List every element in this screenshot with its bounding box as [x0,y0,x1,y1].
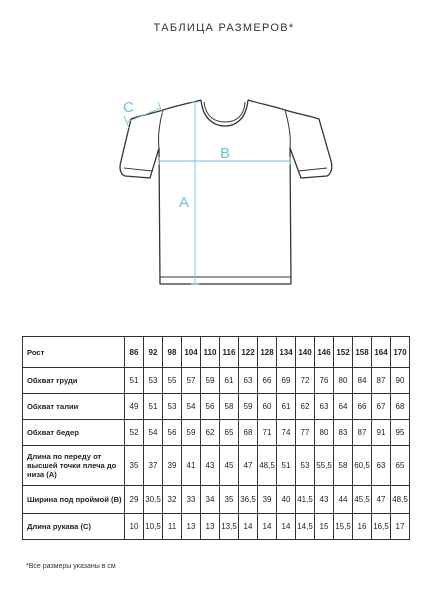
table-cell: 29 [125,486,144,514]
tshirt-armhole-right [285,110,290,148]
table-cell: 51 [144,394,163,420]
table-header-size: 134 [277,337,296,368]
table-row [23,368,410,394]
table-header-size: 170 [391,337,410,368]
footnote: *Все размеры указаны в см [26,563,116,570]
table-cell: 34 [201,486,220,514]
table-cell: 14,5 [296,514,315,540]
table-cell: 65 [220,420,239,446]
table-row-label: Обхват груди [23,368,125,394]
table-cell: 53 [163,394,182,420]
table-cell: 54 [182,394,201,420]
tshirt-diagram [105,86,335,292]
table-row [23,394,410,420]
table-cell: 14 [277,514,296,540]
table-row [23,420,410,446]
table-cell: 10,5 [144,514,163,540]
table-cell: 54 [144,420,163,446]
table-header-size: 116 [220,337,239,368]
table-header-size: 128 [258,337,277,368]
table-cell: 10 [125,514,144,540]
table-cell: 49 [125,394,144,420]
table-cell: 43 [201,446,220,486]
table-row-label: Ширина под проймой (В) [23,486,125,514]
tshirt-collar-inner [204,102,245,122]
table-cell: 59 [239,394,258,420]
table-cell: 68 [391,394,410,420]
table-cell: 71 [258,420,277,446]
table-cell: 74 [277,420,296,446]
table-cell: 84 [353,368,372,394]
table-row-label: Длина рукава (С) [23,514,125,540]
table-cell: 87 [372,368,391,394]
table-header-size: 104 [182,337,201,368]
table-cell: 35 [125,446,144,486]
table-cell: 72 [296,368,315,394]
table-cell: 80 [315,420,334,446]
table-cell: 63 [239,368,258,394]
tshirt-armhole-left [159,110,163,148]
dimension-b-label: B [220,145,231,162]
table-cell: 17 [391,514,410,540]
table-row [23,486,410,514]
table-header-size: 98 [163,337,182,368]
table-cell: 37 [144,446,163,486]
table-cell: 45,5 [353,486,372,514]
table-cell: 69 [277,368,296,394]
table-cell: 48,5 [391,486,410,514]
table-cell: 11 [163,514,182,540]
table-cell: 59 [182,420,201,446]
table-cell: 66 [353,394,372,420]
table-cell: 55 [163,368,182,394]
table-cell: 83 [334,420,353,446]
table-row [23,514,410,540]
table-cell: 66 [258,368,277,394]
table-cell: 41,5 [296,486,315,514]
table-header-size: 110 [201,337,220,368]
table-cell: 13,5 [220,514,239,540]
page-title: ТАБЛИЦА РАЗМЕРОВ* [153,22,295,34]
table-cell: 47 [372,486,391,514]
table-cell: 43 [315,486,334,514]
table-cell: 52 [125,420,144,446]
table-cell: 67 [372,394,391,420]
table-cell: 61 [277,394,296,420]
table-row-label: Обхват бедер [23,420,125,446]
table-cell: 14 [239,514,258,540]
table-row-label: Обхват талии [23,394,125,420]
table-cell: 80 [334,368,353,394]
table-cell: 41 [182,446,201,486]
table-header-size: 164 [372,337,391,368]
table-cell: 16,5 [372,514,391,540]
table-cell: 16 [353,514,372,540]
table-cell: 33 [182,486,201,514]
table-cell: 59 [201,368,220,394]
table-cell: 55,5 [315,446,334,486]
dimension-c-tick-left [124,116,129,128]
table-cell: 56 [201,394,220,420]
table-cell: 47 [239,446,258,486]
table-row-label: Длина по переду от высшей точки плеча до низа (А) [23,446,125,486]
table-cell: 39 [163,446,182,486]
table-cell: 63 [315,394,334,420]
table-header-size: 140 [296,337,315,368]
table-cell: 32 [163,486,182,514]
table-cell: 45 [220,446,239,486]
size-table [22,336,410,540]
table-cell: 15 [315,514,334,540]
table-cell: 13 [182,514,201,540]
table-header-row [23,337,410,368]
sleeve-hem-left [124,168,152,171]
table-header-size: 146 [315,337,334,368]
dimension-c-label: C [123,99,134,116]
table-cell: 56 [163,420,182,446]
table-cell: 51 [277,446,296,486]
sleeve-hem-right [298,168,327,171]
table-header-size: 122 [239,337,258,368]
table-cell: 13 [201,514,220,540]
table-cell: 30,5 [144,486,163,514]
table-cell: 44 [334,486,353,514]
table-cell: 87 [353,420,372,446]
table-cell: 61 [220,368,239,394]
table-cell: 14 [258,514,277,540]
table-header-size: 158 [353,337,372,368]
table-cell: 62 [296,394,315,420]
table-cell: 95 [391,420,410,446]
table-cell: 62 [201,420,220,446]
table-cell: 35 [220,486,239,514]
table-cell: 15,5 [334,514,353,540]
table-header-label: Рост [23,337,125,368]
table-cell: 63 [372,446,391,486]
table-cell: 76 [315,368,334,394]
table-cell: 60,5 [353,446,372,486]
table-cell: 53 [144,368,163,394]
table-cell: 60 [258,394,277,420]
table-cell: 65 [391,446,410,486]
table-cell: 57 [182,368,201,394]
table-cell: 36,5 [239,486,258,514]
table-cell: 53 [296,446,315,486]
table-cell: 68 [239,420,258,446]
table-cell: 58 [220,394,239,420]
table-cell: 90 [391,368,410,394]
table-row [23,446,410,486]
table-header-size: 152 [334,337,353,368]
table-cell: 58 [334,446,353,486]
table-cell: 40 [277,486,296,514]
dimension-c-tick-right [158,102,163,114]
table-cell: 48,5 [258,446,277,486]
table-cell: 64 [334,394,353,420]
table-header-size: 86 [125,337,144,368]
tshirt-illustration [105,86,335,292]
table-cell: 51 [125,368,144,394]
table-cell: 91 [372,420,391,446]
tshirt-outline [120,100,332,284]
table-header-size: 92 [144,337,163,368]
table-cell: 77 [296,420,315,446]
table-cell: 39 [258,486,277,514]
dimension-a-label: A [179,194,190,211]
